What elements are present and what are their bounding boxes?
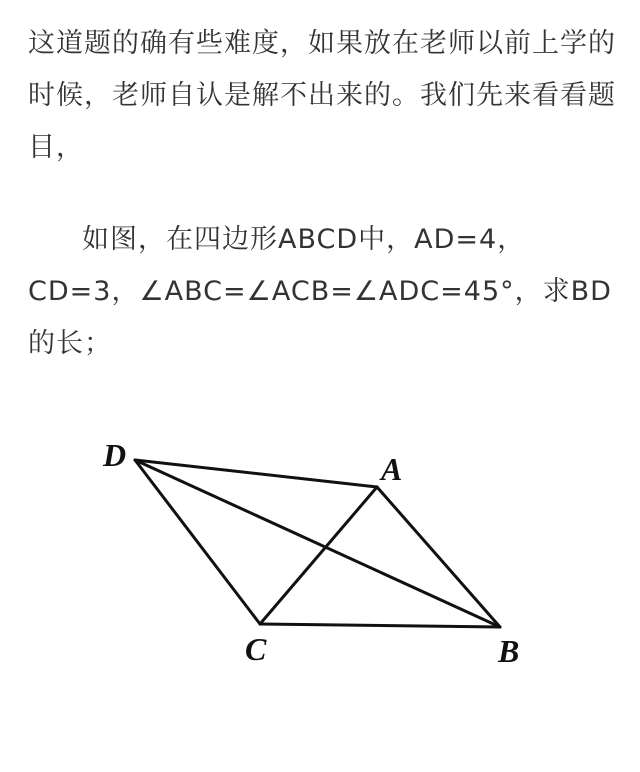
segment-ca xyxy=(260,487,377,624)
problem-statement: 如图，在四边形ABCD中，AD=4，CD=3，∠ABC=∠ACB=∠ADC=45°，求BD的长； xyxy=(28,224,612,359)
segment-dc xyxy=(135,460,260,624)
segment-cb xyxy=(260,624,500,627)
vertex-label-d: D xyxy=(103,437,127,473)
vertex-label-c: C xyxy=(245,631,267,667)
segment-da xyxy=(135,460,377,487)
vertex-label-a: A xyxy=(381,451,403,487)
intro-paragraph: 这道题的确有些难度，如果放在老师以前上学的时候，老师自认是解不出来的。我们先来看看题目， xyxy=(28,28,616,163)
vertex-label-b: B xyxy=(498,633,520,669)
segment-db xyxy=(135,460,500,627)
geometry-figure xyxy=(95,420,545,720)
segment-ab xyxy=(377,487,500,627)
